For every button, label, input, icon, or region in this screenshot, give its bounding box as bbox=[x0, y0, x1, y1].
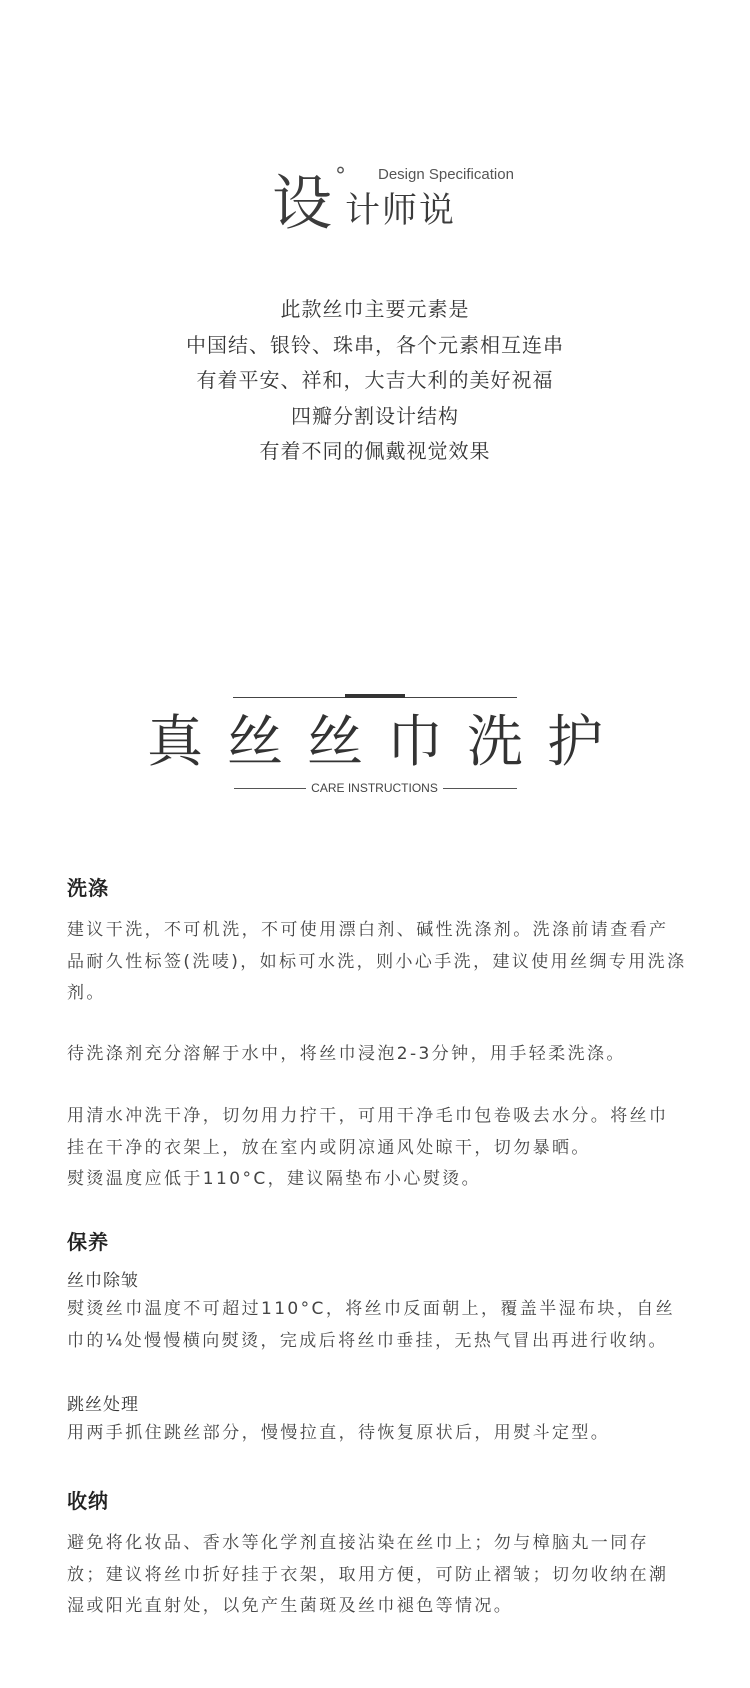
washing-paragraph-3 bbox=[67, 1101, 687, 1196]
washing-text-1: 建议干洗，不可机洗，不可使用漂白剂、碱性洗涤剂。洗涤前请查看产品耐久性标签(洗唛)，如标可水洗，则小心手洗，建议使用丝绸专用洗涤剂。 bbox=[67, 920, 687, 1003]
storage-paragraph bbox=[67, 1528, 687, 1623]
care-subtitle-row bbox=[0, 778, 750, 798]
washing-text-3: 用清水冲洗干净，切勿用力拧干，可用干净毛巾包卷吸去水分。将丝巾挂在干净的衣架上，放在室内或阴凉通风处晾干，切勿暴晒。 bbox=[67, 1106, 669, 1158]
designer-title-big-char: 设 bbox=[272, 169, 332, 239]
description-line: 四瓣分割设计结构 bbox=[291, 403, 459, 428]
wrinkle-removal-block bbox=[67, 1268, 687, 1357]
designer-title-rest: 计师说 bbox=[345, 191, 457, 231]
washing-paragraph-1 bbox=[67, 915, 687, 1010]
wrinkle-removal-text: 熨烫丝巾温度不可超过110°C，将丝巾反面朝上，覆盖半湿布块，自丝巾的¼处慢慢横向熨烫，完成后将丝巾垂挂，无热气冒出再进行收纳。 bbox=[67, 1299, 676, 1351]
storage-heading: 收纳 bbox=[67, 1489, 109, 1513]
washing-paragraph-2 bbox=[67, 1039, 687, 1071]
designer-heading bbox=[0, 160, 750, 240]
maintenance-section bbox=[67, 1228, 687, 1256]
description-line: 有着平安、祥和，大吉大利的美好祝福 bbox=[196, 368, 554, 392]
washing-heading: 洗涤 bbox=[67, 876, 109, 900]
washing-text-2: 待洗涤剂充分溶解于水中，将丝巾浸泡2-3分钟，用手轻柔洗涤。 bbox=[67, 1044, 626, 1064]
washing-text-4: 熨烫温度应低于110°C，建议隔垫布小心熨烫。 bbox=[67, 1169, 482, 1189]
care-subtitle-rule-left bbox=[234, 788, 306, 789]
degree-mark: ° bbox=[335, 164, 346, 189]
care-subtitle-rule-right bbox=[443, 788, 517, 789]
storage-text: 避免将化妆品、香水等化学剂直接沾染在丝巾上；勿与樟脑丸一同存放；建议将丝巾折好挂于衣架，取用方便，可防止褶皱；切勿收纳在潮湿或阳光直射处，以免产生菌斑及丝巾褪色等情况。 bbox=[67, 1533, 669, 1616]
snag-repair-subheading: 跳丝处理 bbox=[67, 1395, 139, 1415]
washing-section bbox=[67, 874, 687, 902]
wrinkle-removal-subheading: 丝巾除皱 bbox=[67, 1271, 139, 1291]
care-title: 真丝丝巾洗护 bbox=[147, 710, 627, 775]
snag-repair-text: 用两手抓住跳丝部分，慢慢拉直，待恢复原状后，用熨斗定型。 bbox=[67, 1423, 611, 1443]
designer-description bbox=[0, 292, 750, 470]
description-line: 有着不同的佩戴视觉效果 bbox=[259, 439, 491, 463]
maintenance-heading: 保养 bbox=[67, 1230, 109, 1254]
description-line: 中国结、银铃、珠串，各个元素相互连串 bbox=[186, 332, 564, 357]
care-header-accent-bar bbox=[345, 694, 405, 698]
snag-repair-block bbox=[67, 1392, 687, 1450]
description-line: 此款丝巾主要元素是 bbox=[280, 297, 470, 321]
storage-section bbox=[67, 1487, 687, 1515]
care-subtitle: CARE INSTRUCTIONS bbox=[311, 781, 438, 795]
designer-title-english: Design Specification bbox=[378, 166, 514, 183]
